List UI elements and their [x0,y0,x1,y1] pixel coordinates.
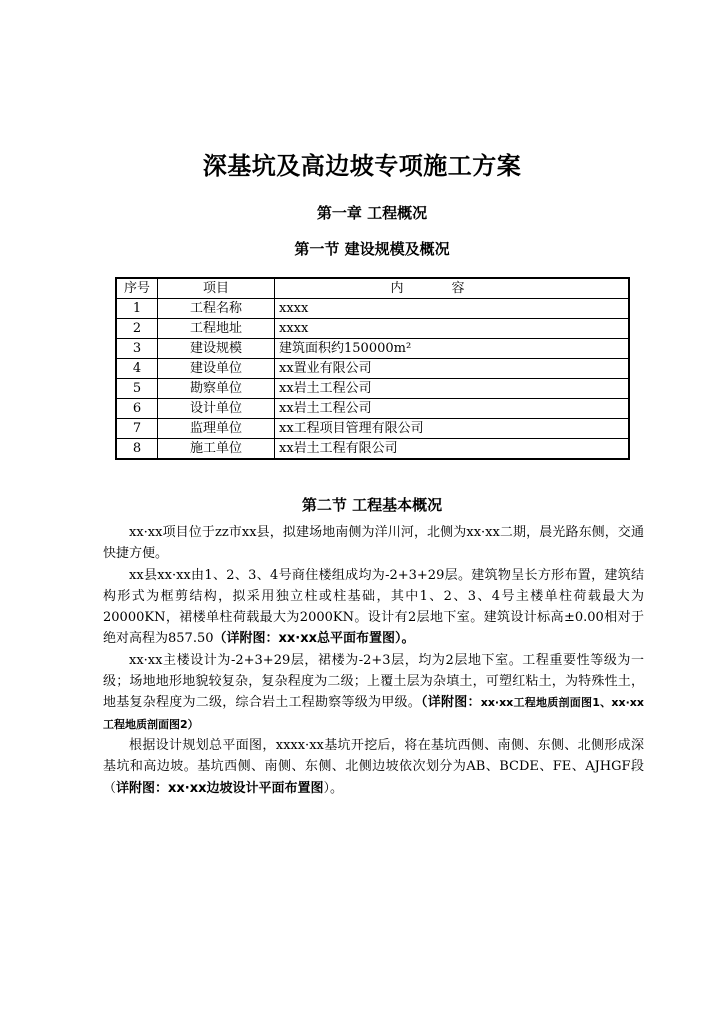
bracket-open: （ [103,780,117,796]
row-content: xx岩土工程公司 [275,399,630,419]
table-row [116,439,629,460]
table-row [116,359,629,379]
body-text [103,522,644,799]
figure-reference: xx·xx工程地质剖面图1、xx·xx工程地质剖面图2） [103,696,644,731]
header-no: 序号 [116,278,158,299]
row-content: xx岩土工程有限公司 [275,439,630,460]
row-item: 施工单位 [158,439,275,460]
figure-reference: 详附图：xx·xx边坡设计平面布置图 [116,780,324,796]
paragraph-text: xx·xx主楼设计为-2+3+29层，裙楼为-2+3层，均为2层地下室。工程重要性等级为一级；场地地形地貌较复杂，复杂程度为二级；上覆土层为杂填土，可塑红粘土，为特殊性土，地基复杂程度为二级，综合岩土工程勘察等级为甲级。 [103,652,644,711]
table-row [116,299,629,319]
row-no: 6 [116,399,158,419]
row-content: xx置业有限公司 [275,359,630,379]
paragraph-buildings [103,565,644,650]
row-no: 8 [116,439,158,460]
row-no: 1 [116,299,158,319]
section-heading-1: 第一节 建设规模及概况 [294,240,450,258]
chapter-heading: 第一章 工程概况 [316,204,428,222]
row-no: 3 [116,339,158,359]
row-item: 工程名称 [158,299,275,319]
table-row [116,339,629,359]
figure-reference: （详附图：xx·xx总平面布置图）。 [213,631,415,647]
row-no: 4 [116,359,158,379]
paragraph-geology [103,650,644,735]
document-title: 深基坑及高边坡专项施工方案 [202,152,522,180]
table-row [116,399,629,419]
section-heading-2: 第二节 工程基本概况 [301,496,443,514]
table-row [116,419,629,439]
header-item: 项目 [158,278,275,299]
table-header-row [116,278,629,299]
figure-reference-open: （详附图： [420,695,481,711]
row-no: 5 [116,379,158,399]
paragraph-text: 根据设计规划总平面图，xxxx·xx基坑开挖后，将在基坑西侧、南侧、东侧、北侧形成深基坑和高边坡。基坑西侧、南侧、东侧、北侧边坡依次划分为AB、BCDE、FE、AJHGF段 [103,737,644,775]
row-content: xxxx [275,319,630,339]
paragraph-slopes [103,735,644,799]
table-row [116,379,629,399]
project-info-table [115,277,630,460]
paragraph-text: xx·xx项目位于zz市xx县，拟建场地南侧为洋川河，北侧为xx·xx二期，晨光路东侧，交通快捷方便。 [103,525,644,562]
row-item: 建设规模 [158,339,275,359]
row-content: xxxx [275,299,630,319]
header-content: 内容 [275,278,630,299]
row-item: 设计单位 [158,399,275,419]
row-content: xx工程项目管理有限公司 [275,419,630,439]
row-content: xx岩土工程公司 [275,379,630,399]
bracket-close: ）。 [323,780,344,796]
row-item: 建设单位 [158,359,275,379]
row-content: 建筑面积约150000m² [275,339,630,359]
row-no: 7 [116,419,158,439]
paragraph-location [103,522,644,565]
row-item: 监理单位 [158,419,275,439]
row-item: 工程地址 [158,319,275,339]
table-row [116,319,629,339]
row-item: 勘察单位 [158,379,275,399]
row-no: 2 [116,319,158,339]
paragraph-text: xx县xx·xx由1、2、3、4号商住楼组成均为-2+3+29层。建筑物呈长方形布置，建筑结构形式为框剪结构，拟采用独立柱或柱基础，其中1、2、3、4号主楼单柱荷载最大为20000KN，裙楼单柱荷载最大为2000KN。设计有2层地下室。建筑设计标高±0.00相对于绝对高程为857.50 [103,567,644,647]
